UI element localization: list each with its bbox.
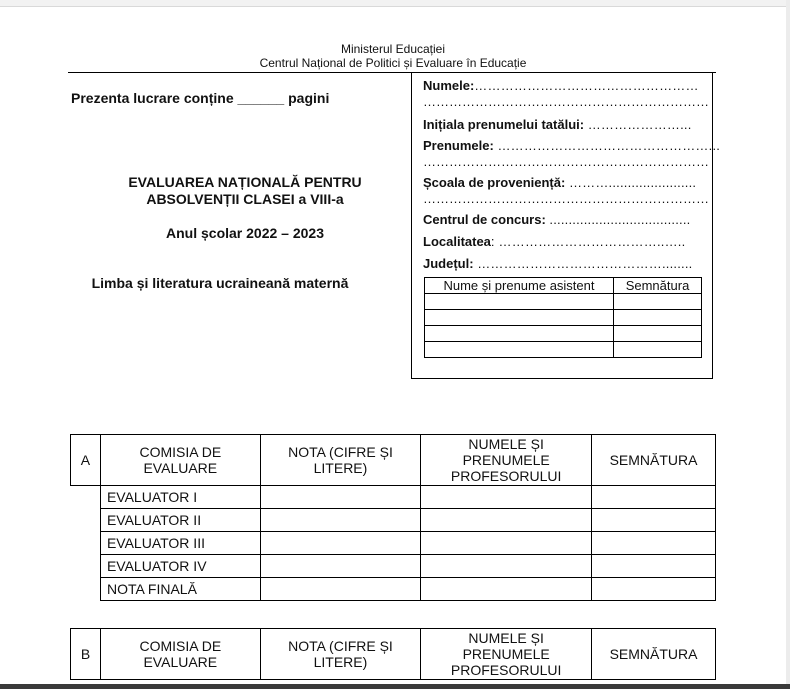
row-label: NOTA FINALĂ <box>100 578 260 601</box>
assistant-name-cell <box>425 294 614 310</box>
assistant-name-cell <box>425 310 614 326</box>
assistant-name-header: Nume și prenume asistent <box>425 278 614 294</box>
assistant-table <box>424 277 702 358</box>
profesor-cell <box>421 486 592 509</box>
semnatura-cell <box>592 486 716 509</box>
header-nota: NOTA (CIFRE ȘI LITERE) <box>260 629 421 680</box>
field-prenumele-line2: ………………………………………………………… <box>423 154 709 169</box>
field-judetul <box>423 256 692 271</box>
center-header: Centrul Național de Politici și Evaluare în Educație <box>259 56 527 70</box>
table-row <box>71 486 716 509</box>
exam-subject: Limba și literatura ucraineană maternă <box>91 275 349 291</box>
nota-cell <box>260 555 421 578</box>
header-comisia: COMISIA DE EVALUARE <box>100 629 260 680</box>
field-judetul-dots: ……………………………………........ <box>477 256 693 271</box>
field-localitatea-label: Localitatea <box>423 234 491 249</box>
field-initiala-dots: …………………... <box>587 117 692 132</box>
field-localitatea-dots: : ………………………………..….. <box>490 234 686 249</box>
assistant-row <box>425 326 702 342</box>
table-letter: B <box>71 629 101 680</box>
school-year: Anul școlar 2022 – 2023 <box>166 225 324 241</box>
field-numele-dots: …………………………………………… <box>474 78 699 93</box>
row-label: EVALUATOR IV <box>100 555 260 578</box>
field-judetul-label: Județul: <box>423 256 474 271</box>
assistant-name-cell <box>425 342 614 358</box>
assistant-table-header <box>425 278 702 294</box>
exam-title <box>70 174 420 208</box>
field-numele-line2: ………………………………………………………… <box>423 94 709 109</box>
header-comisia: COMISIA DE EVALUARE <box>100 435 260 486</box>
viewer-scroll-edge[interactable] <box>786 0 790 689</box>
field-centrul-label: Centrul de concurs: <box>423 212 546 227</box>
grading-table-b <box>70 628 716 680</box>
field-prenumele-label: Prenumele: <box>423 138 494 153</box>
table-letter: A <box>71 435 101 486</box>
assistant-signature-cell <box>614 326 702 342</box>
row-label: EVALUATOR I <box>100 486 260 509</box>
profesor-cell <box>421 509 592 532</box>
field-scoala <box>423 175 696 190</box>
row-label: EVALUATOR II <box>100 509 260 532</box>
assistant-name-cell <box>425 326 614 342</box>
field-scoala-line2: ………………………………………………………… <box>423 191 709 206</box>
row-label: EVALUATOR III <box>100 532 260 555</box>
viewer-bottom-bar <box>0 684 790 689</box>
field-initiala <box>423 117 692 132</box>
nota-cell <box>260 486 421 509</box>
header-numele-profesorului: NUMELE ȘI PRENUMELE PROFESORULUI <box>421 435 592 486</box>
field-prenumele <box>423 138 720 153</box>
field-prenumele-dots: …………………………………………... <box>497 138 721 153</box>
header-numele-profesorului: NUMELE ȘI PRENUMELE PROFESORULUI <box>421 629 592 680</box>
table-row <box>71 509 716 532</box>
assistant-row <box>425 310 702 326</box>
nota-cell <box>260 532 421 555</box>
semnatura-cell <box>592 578 716 601</box>
assistant-row <box>425 294 702 310</box>
field-centrul-dots: ..................................... <box>549 212 691 227</box>
field-scoala-dots: ………....................... <box>568 175 697 190</box>
nota-cell <box>260 509 421 532</box>
profesor-cell <box>421 578 592 601</box>
semnatura-cell <box>592 555 716 578</box>
table-row <box>71 578 716 601</box>
field-initiala-label: Inițiala prenumelui tatălui: <box>423 117 585 132</box>
ministry-header: Ministerul Educației <box>340 42 446 56</box>
profesor-cell <box>421 532 592 555</box>
field-localitatea <box>423 234 685 249</box>
field-numele-label: Numele: <box>423 78 475 93</box>
assistant-signature-cell <box>614 294 702 310</box>
nota-cell <box>260 578 421 601</box>
table-row <box>71 532 716 555</box>
exam-title-line1: EVALUAREA NAȚIONALĂ PENTRU <box>128 174 362 190</box>
grading-table-header <box>71 629 716 680</box>
table-row <box>71 555 716 578</box>
profesor-cell <box>421 555 592 578</box>
field-numele <box>423 78 699 93</box>
exam-title-line2: ABSOLVENȚII CLASEI a VIII-a <box>146 191 344 207</box>
header-semnatura: SEMNĂTURA <box>592 435 716 486</box>
assistant-signature-cell <box>614 310 702 326</box>
viewer-top-bar <box>0 0 790 7</box>
field-centrul <box>423 212 690 227</box>
assistant-signature-cell <box>614 342 702 358</box>
header-nota: NOTA (CIFRE ȘI LITERE) <box>260 435 421 486</box>
semnatura-cell <box>592 532 716 555</box>
field-scoala-label: Școala de proveniență: <box>423 175 566 190</box>
grading-table-a <box>70 434 716 601</box>
assistant-row <box>425 342 702 358</box>
grading-table-header <box>71 435 716 486</box>
semnatura-cell <box>592 509 716 532</box>
pages-statement: Prezenta lucrare conține ______ pagini <box>71 90 330 106</box>
assistant-signature-header: Semnătura <box>614 278 702 294</box>
header-semnatura: SEMNĂTURA <box>592 629 716 680</box>
